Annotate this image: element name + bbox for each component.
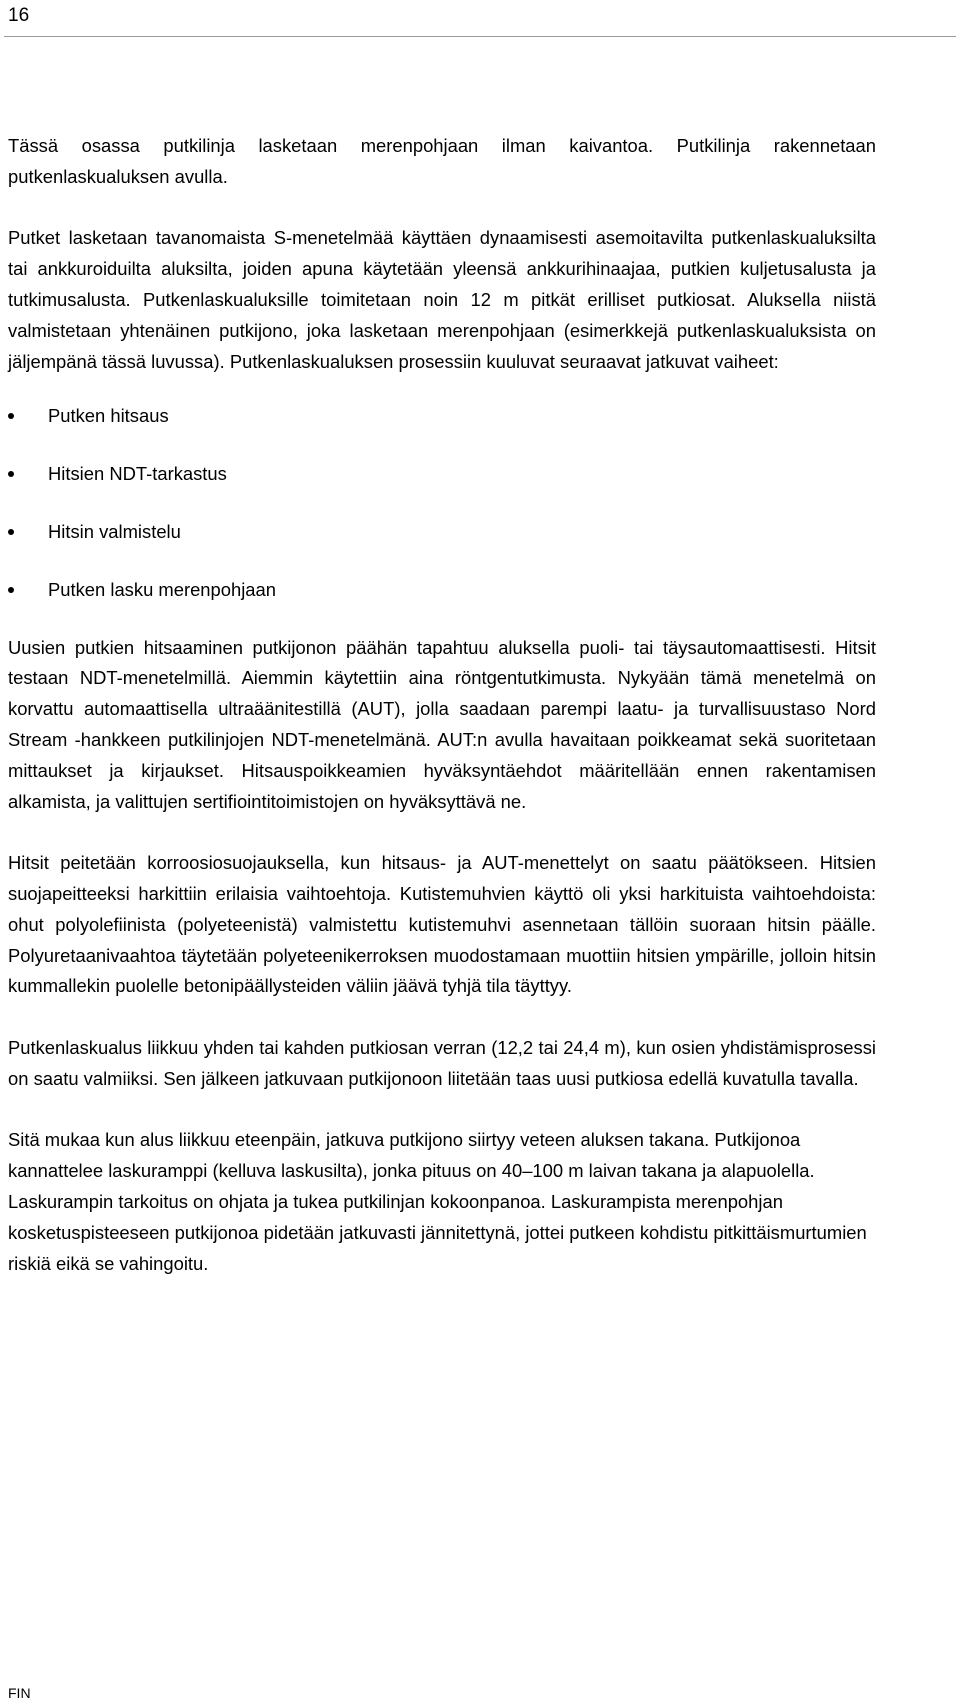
list-item-text: Putken lasku merenpohjaan [48, 578, 276, 600]
list-item [8, 575, 876, 606]
page-number: 16 [8, 5, 30, 26]
welding-paragraph: Uusien putkien hitsaaminen putkijonon päähän tapahtuu aluksella puoli- tai täysautomaattisesti. Hitsit testaan NDT-menetelmillä. Aiemmin käytettiin aina röntgentutkimusta. Nykyään tämä menetelmä on korvattu automaattisella ultraäänitestillä (AUT), jolla saadaan parempi laatu- ja turvallisuustaso Nord Stream -hankkeen putkilinjojen NDT-menetelmänä. AUT:n avulla havaitaan poikkeamat sekä suoritetaan mittaukset ja kirjaukset. Hitsauspoikkeamien hyväksyntäehdot määritellään ennen rakentamisen alkamista, ja valittujen sertifiointitoimistojen on hyväksyttävä ne. [8, 636, 876, 812]
stinger-paragraph: Sitä mukaa kun alus liikkuu eteenpäin, jatkuva putkijono siirtyy veteen aluksen takana. Putkijonoa kannattelee laskuramppi (kelluva laskusilta), jonka pituus on 40–100 m laivan takana ja alapuolella. Laskurampin tarkoitus on ohjata ja tukea putkilinjan kokoonpanoa. Laskurampista merenpohjan kosketuspisteeseen putkijonoa pidetään jatkuvasti jännitettynä, jottei putkeen kohdistu pitkittäismurtumien riskiä eikä se vahingoitu. [8, 1129, 867, 1274]
list-item-text: Hitsin valmistelu [48, 520, 181, 542]
list-item-text: Putken hitsaus [48, 405, 169, 427]
process-steps-list [8, 401, 876, 605]
pipelaying-method-paragraph: Putket lasketaan tavanomaista S-menetelmää käyttäen dynaamisesti asemoitavilta putkenlaskualuksilta tai ankkuroiduilta aluksilta, joiden apuna käytetään yleensä ankkurihinaajaa, putkien kuljetusalusta ja tutkimusalusta. Putkenlaskualuksille toimitetaan noin 12 m pitkät erilliset putkiosat. Aluksella niistä valmistetaan yhtenäinen putkijono, joka lasketaan merenpohjaan (esimerkkejä putkenlaskualuksista on jäljempänä tässä luvussa). Putkenlaskualuksen prosessiin kuuluvat seuraavat jatkuvat vaiheet: [8, 227, 876, 372]
list-item-text: Hitsien NDT-tarkastus [48, 463, 227, 485]
bullet-icon [8, 413, 14, 419]
document-body [8, 131, 876, 1310]
bullet-icon [8, 587, 14, 593]
language-label: FIN [8, 1685, 31, 1701]
bullet-icon [8, 471, 14, 477]
header-divider [4, 36, 956, 37]
coating-paragraph: Hitsit peitetään korroosiosuojauksella, kun hitsaus- ja AUT-menettelyt on saatu päätökseen. Hitsien suojapeitteeksi harkittiin erilaisia vaihtoehtoja. Kutistemuhvien käyttö oli yksi harkituista vaihtoehdoista: ohut polyolefiinista (polyeteenistä) valmistettu kutistemuhvi asennetaan tällöin suoraan hitsin päälle. Polyuretaanivaahtoa täytetään polyeteenikerroksen muodostamaan muottiin hitsien ympärille, jolloin hitsin kummallekin puolelle betonipäällysteiden väliin jäävä tyhjä tila täyttyy. [8, 852, 876, 997]
bullet-icon [8, 529, 14, 535]
list-item [8, 459, 876, 490]
list-item [8, 517, 876, 548]
list-item [8, 401, 876, 432]
vessel-movement-paragraph: Putkenlaskualus liikkuu yhden tai kahden putkiosan verran (12,2 tai 24,4 m), kun osien yhdistämisprosessi on saatu valmiiksi. Sen jälkeen jatkuvaan putkijonoon liitetään taas uusi putkiosa edellä kuvatulla tavalla. [8, 1036, 876, 1089]
intro-paragraph: Tässä osassa putkilinja lasketaan merenpohjaan ilman kaivantoa. Putkilinja rakennetaan putkenlaskualuksen avulla. [8, 135, 876, 187]
